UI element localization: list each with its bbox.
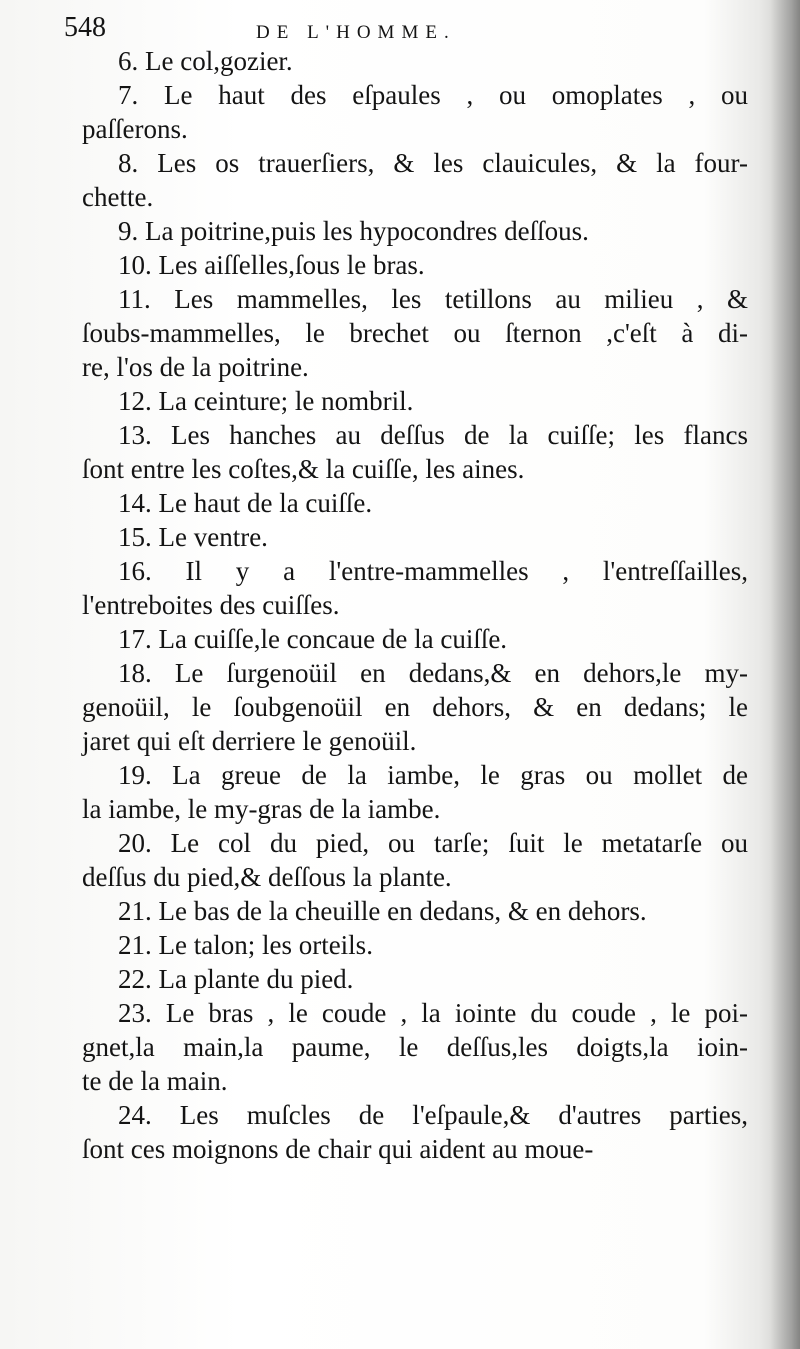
text-line: ſoubs-mammelles, le brechet ou ſternon ,c'eſt à di- — [82, 318, 748, 348]
list-item — [82, 146, 748, 214]
text-line: te de la main. — [82, 1066, 228, 1096]
text-line: 19. La greue de la iambe, le gras ou mollet de — [118, 760, 748, 790]
list-item — [82, 418, 748, 486]
text-line: chette. — [82, 182, 154, 212]
text-line: 12. La ceinture; le nombril. — [118, 386, 414, 416]
list-item — [82, 282, 748, 384]
text-line: 11. Les mammelles, les tetillons au milieu , & — [118, 284, 748, 314]
list-item — [82, 996, 748, 1098]
text-line: 15. Le ventre. — [118, 522, 268, 552]
text-line: ſont ces moignons de chair qui aident au moue- — [82, 1134, 594, 1164]
text-line: 22. La plante du pied. — [118, 964, 354, 994]
list-item — [82, 486, 748, 520]
list-item — [82, 758, 748, 826]
text-line: 21. Le talon; les orteils. — [118, 930, 373, 960]
text-line: 21. Le bas de la cheuille en dedans, & en dehors. — [118, 896, 647, 926]
list-item — [82, 826, 748, 894]
text-line: l'entreboites des cuiſſes. — [82, 590, 340, 620]
text-line: gnet,la main,la paume, le deſſus,les doigts,la ioin- — [82, 1032, 748, 1062]
list-item — [82, 78, 748, 146]
text-line: 6. Le col,gozier. — [118, 46, 293, 76]
text-line: 20. Le col du pied, ou tarſe; ſuit le metatarſe ou — [118, 828, 748, 858]
list-item — [82, 656, 748, 758]
text-line: 7. Le haut des eſpaules , ou omoplates , ou — [118, 80, 748, 110]
list-item — [82, 894, 748, 928]
list-item — [82, 554, 748, 622]
list-item — [82, 44, 748, 78]
text-line: 14. Le haut de la cuiſſe. — [118, 488, 373, 518]
list-item — [82, 384, 748, 418]
page-edge-shadow — [770, 0, 800, 1349]
text-line: la iambe, le my-gras de la iambe. — [82, 794, 441, 824]
page-number: 548 — [64, 12, 106, 43]
body-text — [82, 44, 748, 1166]
list-item — [82, 928, 748, 962]
text-line: 13. Les hanches au deſſus de la cuiſſe; les flancs — [118, 420, 748, 450]
list-item — [82, 962, 748, 996]
text-line: 24. Les muſcles de l'eſpaule,& d'autres parties, — [118, 1100, 748, 1130]
text-line: 9. La poitrine,puis les hypocondres deſſous. — [118, 216, 589, 246]
list-item — [82, 622, 748, 656]
list-item — [82, 214, 748, 248]
text-line: 17. La cuiſſe,le concaue de la cuiſſe. — [118, 624, 508, 654]
text-line: 18. Le ſurgenoüil en dedans,& en dehors,le my- — [118, 658, 748, 688]
text-line: re, l'os de la poitrine. — [82, 352, 309, 382]
text-line: ſont entre les coſtes,& la cuiſſe, les aines. — [82, 454, 525, 484]
running-title: DE L'HOMME. — [256, 22, 456, 43]
list-item — [82, 248, 748, 282]
text-line: 8. Les os trauerſiers, & les clauicules, & la four- — [118, 148, 748, 178]
text-line: jaret qui eſt derriere le genoüil. — [82, 726, 417, 756]
text-line: 23. Le bras , le coude , la iointe du coude , le poi- — [118, 998, 748, 1028]
list-item — [82, 520, 748, 554]
page-header — [64, 8, 740, 44]
text-line: paſſerons. — [82, 114, 188, 144]
text-line: genoüil, le ſoubgenoüil en dehors, & en dedans; le — [82, 692, 748, 722]
text-line: 16. Il y a l'entre-mammelles , l'entreſſailles, — [118, 556, 748, 586]
list-item — [82, 1098, 748, 1166]
text-line: deſſus du pied,& deſſous la plante. — [82, 862, 452, 892]
text-line: 10. Les aiſſelles,ſous le bras. — [118, 250, 425, 280]
